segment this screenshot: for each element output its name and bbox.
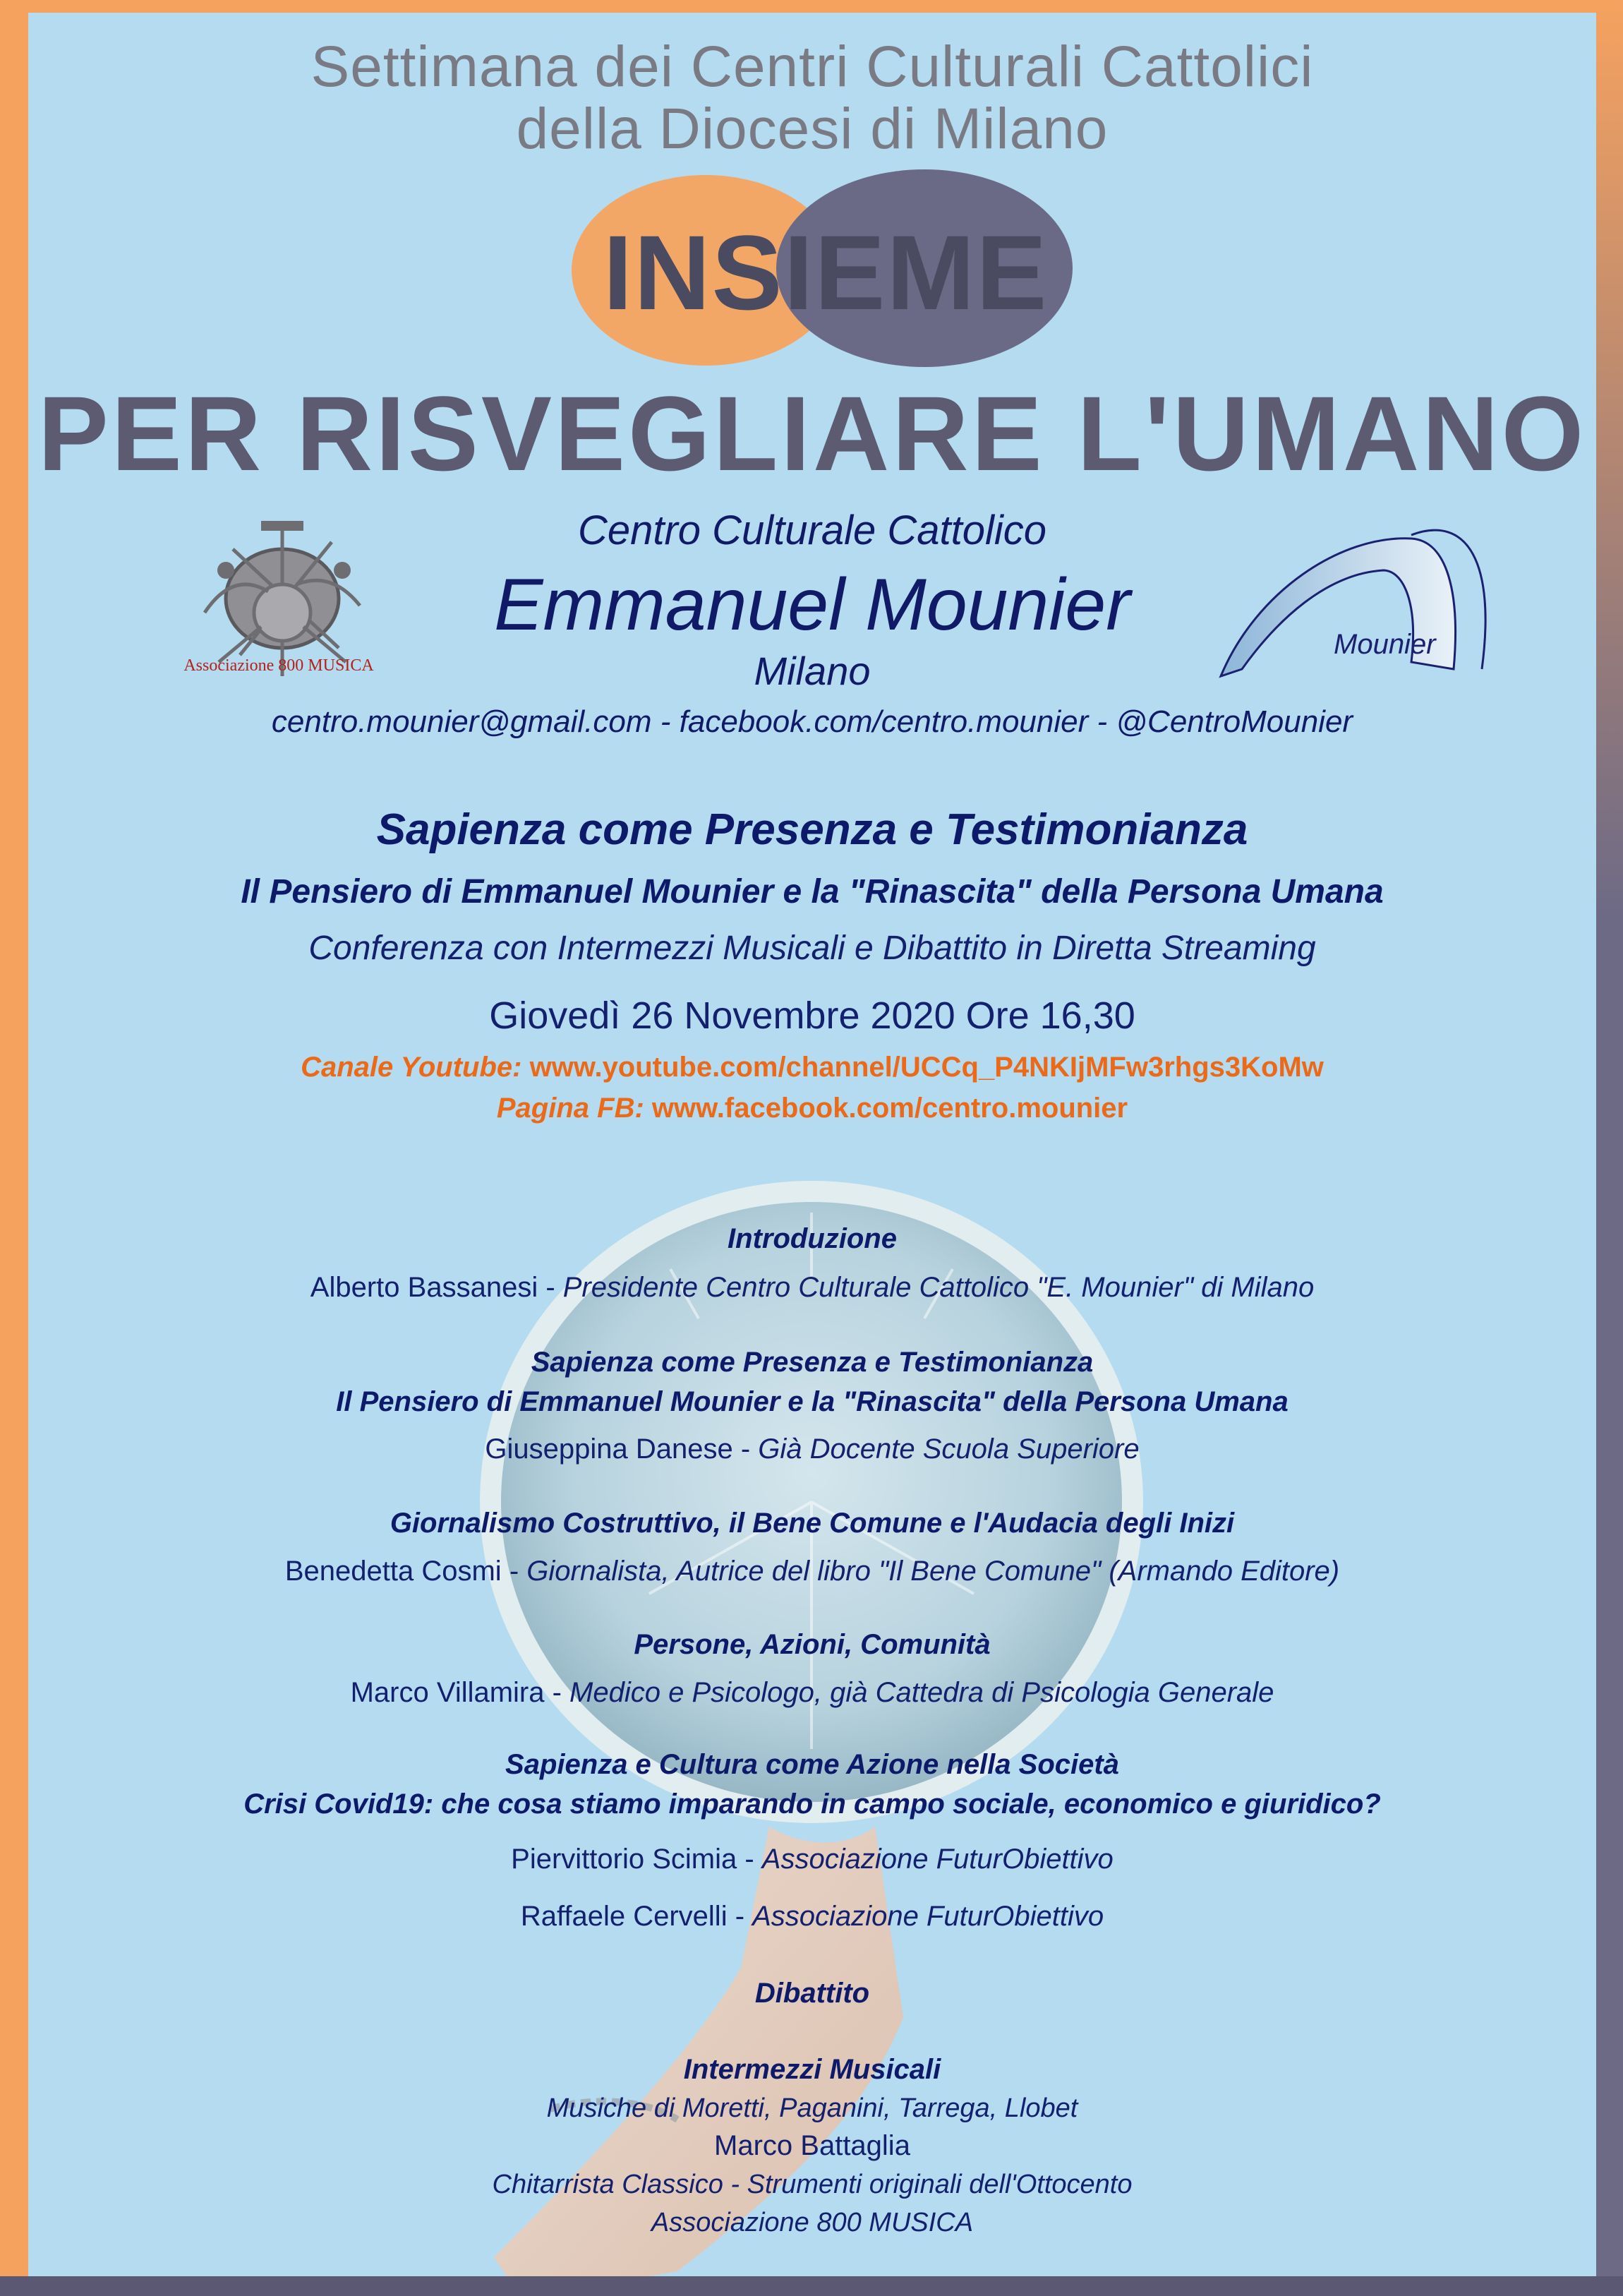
speaker-role: Associazione FuturObiettivo (752, 1901, 1104, 1932)
program-intro-speaker: Alberto Bassanesi - Presidente Centro Culturale Cattolico "E. Mounier" di Milano (310, 1272, 1315, 1303)
insieme-wordmark: INSIEME (603, 213, 1049, 332)
program-talk1-speaker: Giuseppina Danese - Già Docente Scuola Superiore (485, 1434, 1140, 1465)
program-intro-heading: Introduzione (728, 1223, 897, 1254)
speaker-role: Giornalista, Autrice del libro "Il Bene Comune" (Armando Editore) (526, 1556, 1340, 1587)
program-talk4-speaker-1: Piervittorio Scimia - Associazione FuturObiettivo (511, 1844, 1114, 1875)
music-association-label: Associazione 800 MUSICA (183, 656, 374, 675)
facebook-line (28, 1093, 1596, 1124)
conference-description: Conferenza con Intermezzi Musicali e Dibattito in Diretta Streaming (308, 930, 1316, 967)
program-talk4-heading-2: Crisi Covid19: che cosa stiamo imparando in campo sociale, economico e giuridico? (243, 1789, 1381, 1820)
program-talk3-speaker: Marco Villamira - Medico e Psicologo, già Cattedra di Psicologia Generale (350, 1677, 1274, 1708)
conference-title: Sapienza come Presenza e Testimonianza (376, 805, 1248, 854)
speaker-role: Associazione FuturObiettivo (761, 1844, 1114, 1875)
program-talk2-heading: Giornalismo Costruttivo, il Bene Comune e l'Audacia degli Inizi (390, 1508, 1235, 1539)
youtube-line (28, 1052, 1596, 1083)
speaker-name: Raffaele Cervelli (520, 1901, 728, 1932)
poster-frame-bottom (0, 2276, 1623, 2296)
speaker-role: Già Docente Scuola Superiore (758, 1434, 1140, 1465)
mounier-logo-text: Mounier (1334, 629, 1436, 660)
youtube-label: Canale Youtube: (301, 1052, 522, 1083)
speaker-name: Marco Villamira (350, 1677, 545, 1708)
program-music-association: Associazione 800 MUSICA (651, 2208, 974, 2237)
program-music-performer: Marco Battaglia (714, 2130, 910, 2161)
program-talk1-heading-2: Il Pensiero di Emmanuel Mounier e la "Rinascita" della Persona Umana (336, 1386, 1289, 1417)
poster-frame-right (1596, 0, 1623, 2296)
header-line-2: della Diocesi di Milano (516, 97, 1109, 161)
header-line-1: Settimana dei Centri Culturali Cattolici (310, 35, 1314, 99)
speaker-name: Piervittorio Scimia (511, 1844, 737, 1875)
program-talk4-speaker-2: Raffaele Cervelli - Associazione FuturObiettivo (520, 1901, 1104, 1932)
program-talk4-heading-1: Sapienza e Cultura come Azione nella Società (505, 1749, 1119, 1780)
poster-panel (28, 13, 1596, 2276)
facebook-label: Pagina FB: (496, 1093, 644, 1124)
centre-name: Emmanuel Mounier (494, 564, 1130, 646)
insieme-logo (572, 169, 1080, 367)
slogan: PER RISVEGLIARE L'UMANO (37, 374, 1587, 493)
conference-subtitle: Il Pensiero di Emmanuel Mounier e la "Rinascita" della Persona Umana (241, 873, 1384, 910)
contact-line: centro.mounier@gmail.com - facebook.com/centro.mounier - @CentroMounier (271, 704, 1353, 739)
program-talk3-heading: Persone, Azioni, Comunità (634, 1629, 991, 1660)
speaker-name: Alberto Bassanesi (310, 1272, 538, 1303)
conference-date: Giovedì 26 Novembre 2020 Ore 16,30 (489, 994, 1135, 1037)
centre-type: Centro Culturale Cattolico (577, 507, 1047, 553)
program-debate-heading: Dibattito (754, 1978, 870, 2009)
speaker-name: Benedetta Cosmi (284, 1556, 502, 1587)
speaker-role: Presidente Centro Culturale Cattolico "E. Mounier" di Milano (562, 1272, 1315, 1303)
program-music-role: Chitarrista Classico - Strumenti originali dell'Ottocento (492, 2170, 1133, 2199)
program-music-pieces: Musiche di Moretti, Paganini, Tarrega, Llobet (546, 2093, 1078, 2123)
youtube-link[interactable]: www.youtube.com/channel/UCCq_P4NKIjMFw3rhgs3KoMw (529, 1052, 1324, 1083)
speaker-name: Giuseppina Danese (485, 1434, 733, 1465)
program-music-heading: Intermezzi Musicali (683, 2054, 941, 2085)
poster-frame-top (0, 0, 1623, 13)
centre-city: Milano (754, 649, 871, 693)
program-talk2-speaker: Benedetta Cosmi - Giornalista, Autrice del libro "Il Bene Comune" (Armando Editore) (284, 1556, 1340, 1587)
facebook-link[interactable]: www.facebook.com/centro.mounier (651, 1093, 1128, 1124)
program-talk1-heading-1: Sapienza come Presenza e Testimonianza (531, 1347, 1094, 1378)
speaker-role: Medico e Psicologo, già Cattedra di Psicologia Generale (569, 1677, 1274, 1708)
